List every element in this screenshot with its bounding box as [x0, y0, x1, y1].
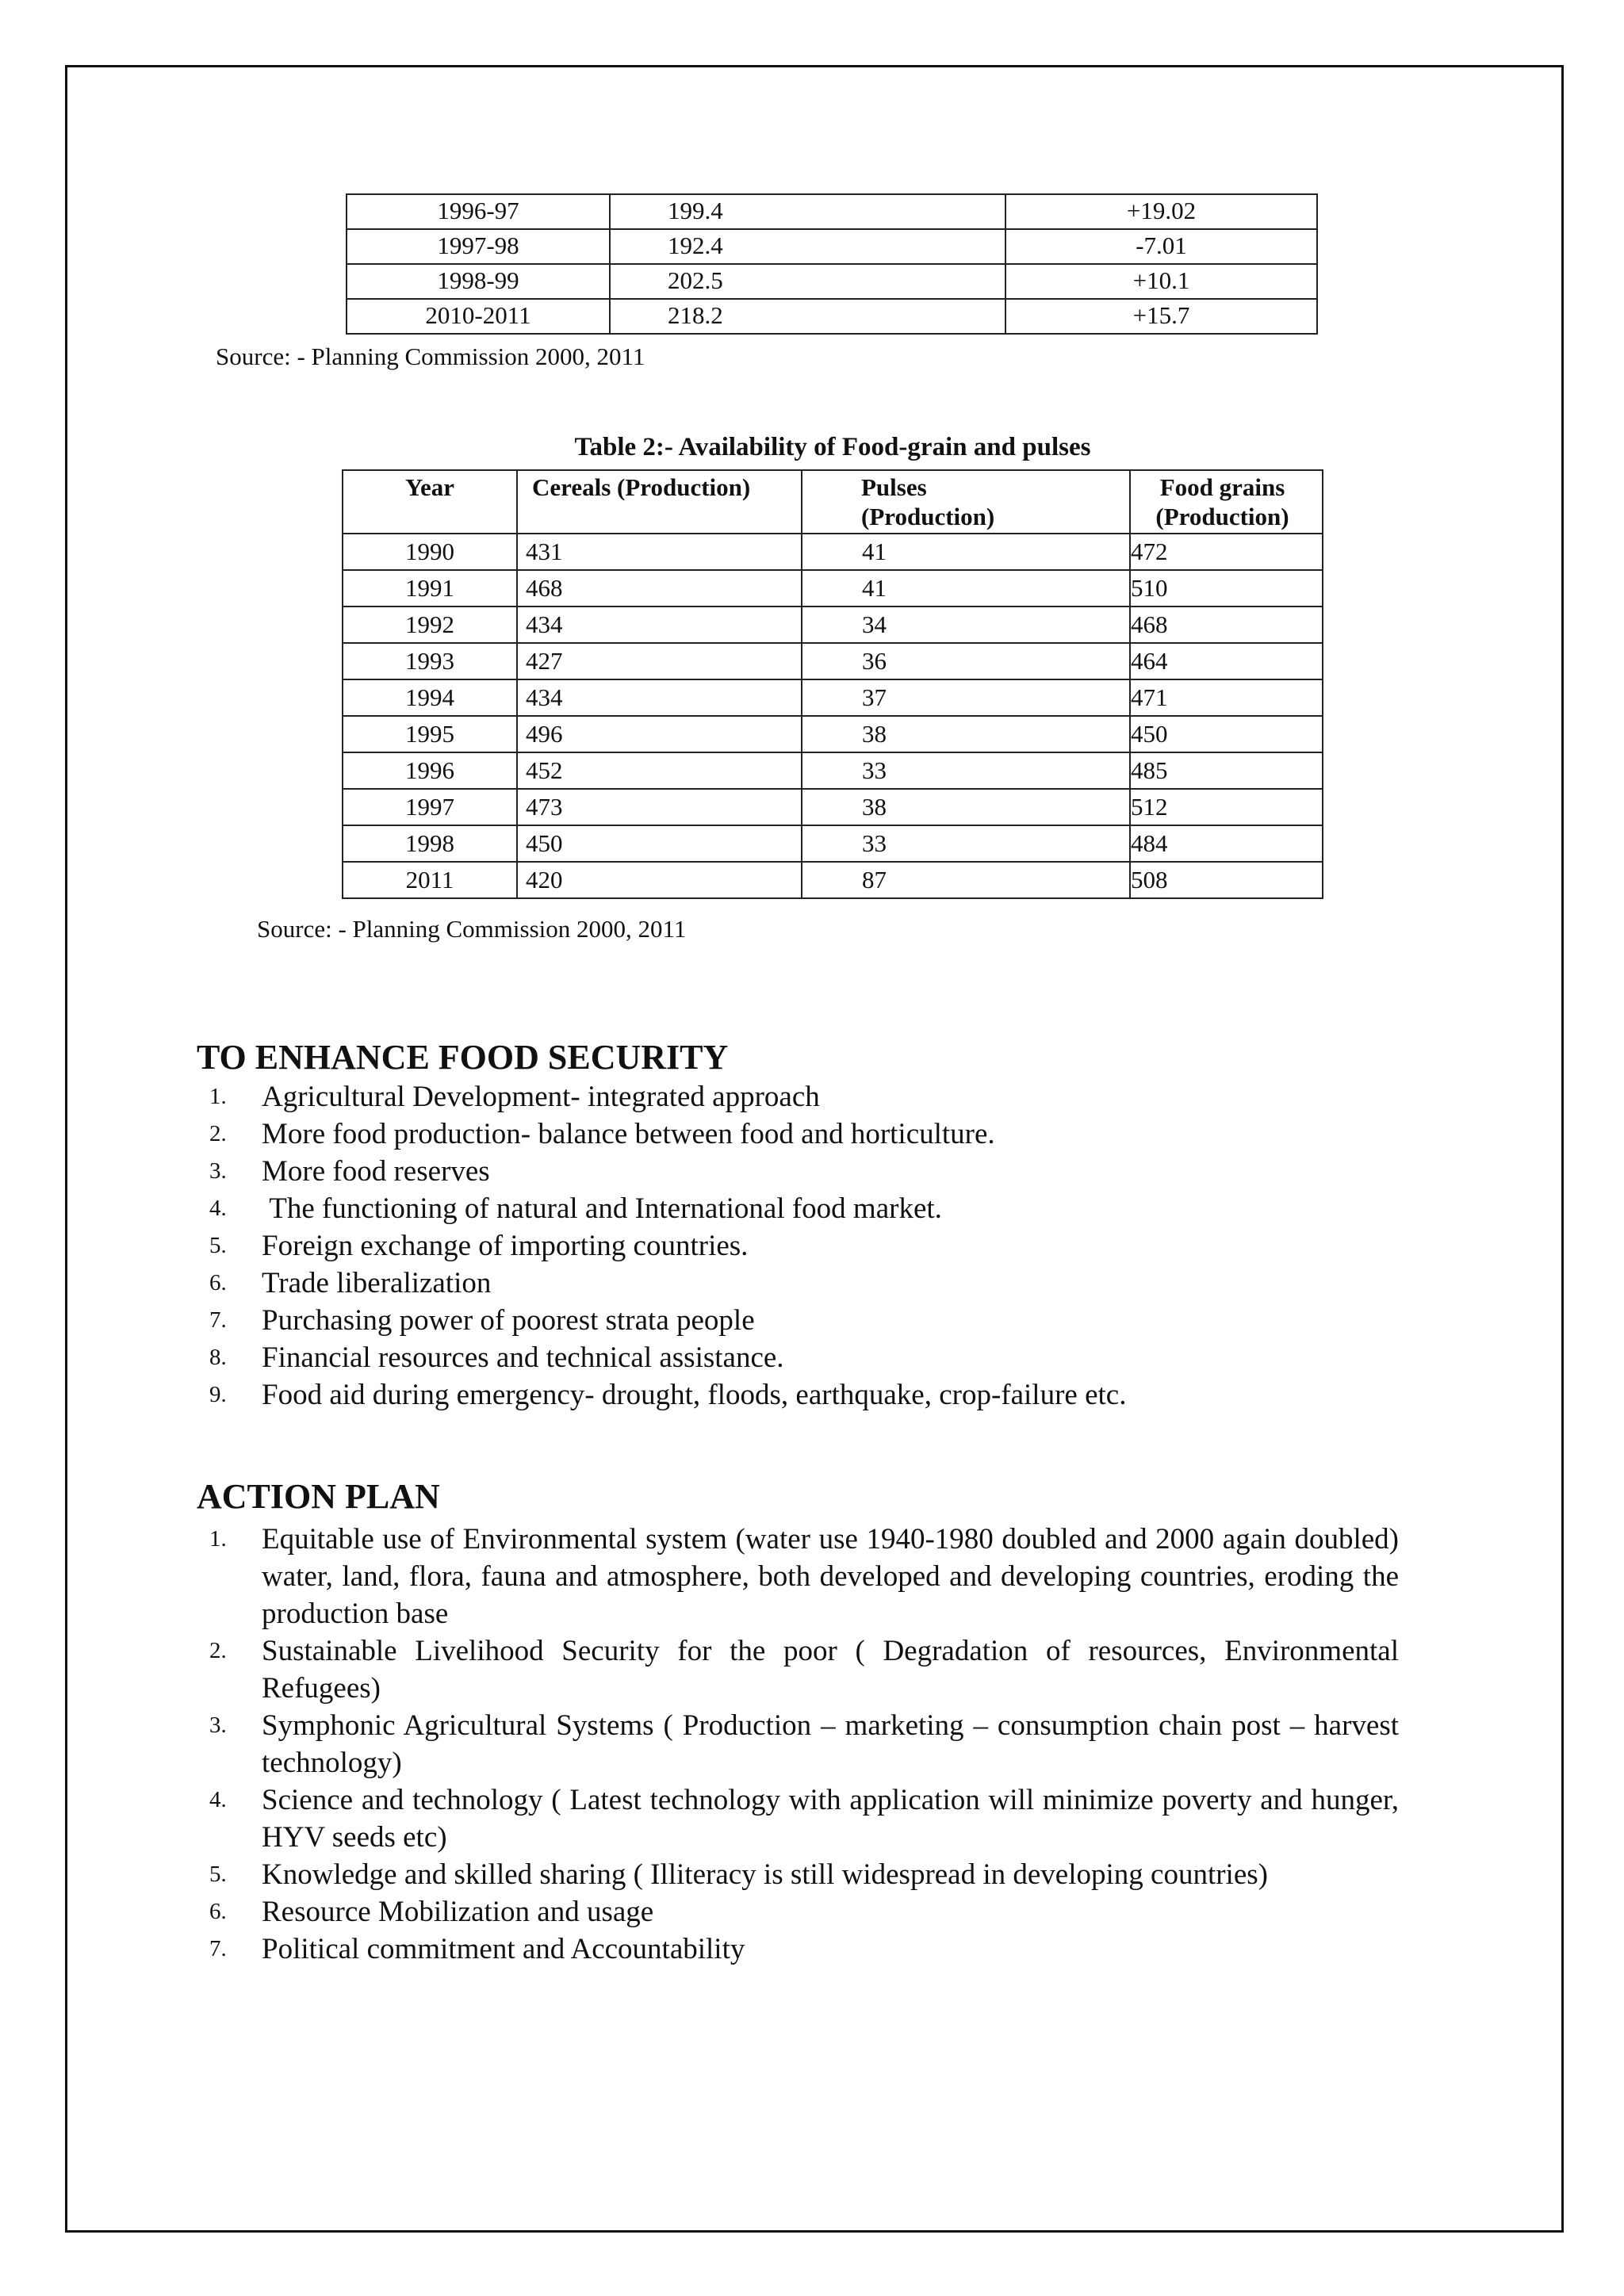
table-cell: 434 — [517, 679, 802, 716]
table-row — [343, 789, 1323, 825]
table-cell: 199.4 — [610, 194, 1005, 229]
table-cell: 1995 — [343, 716, 517, 752]
list-item — [209, 1265, 1411, 1302]
production-growth-table — [346, 193, 1318, 335]
list-item — [209, 1078, 1411, 1115]
table-cell: 34 — [802, 607, 1130, 643]
table2-caption: Table 2:- Availability of Food-grain and pulses — [574, 433, 1091, 461]
header-pulses-line1: Pulses — [861, 473, 927, 501]
table-cell: 2010-2011 — [347, 299, 610, 334]
table-cell: 1998-99 — [347, 264, 610, 299]
table-cell: 464 — [1130, 643, 1323, 679]
header-foodgrains-line1: Food grains — [1159, 473, 1285, 501]
list-item — [209, 1931, 1399, 1968]
list-item — [209, 1521, 1407, 1632]
header-pulses — [802, 470, 1130, 534]
list-item-text: More food production- balance between food and horticulture. — [262, 1118, 995, 1150]
table-cell: 496 — [517, 716, 802, 752]
list-item-number: 6. — [209, 1899, 227, 1924]
list-item-number: 3. — [209, 1712, 227, 1738]
list-item-text: Sustainable Livelihood Security for the poor ( Degradation of resources, Environmental Refugees) — [262, 1635, 1407, 1705]
list-item-number: 7. — [209, 1307, 227, 1333]
list-item-number: 5. — [209, 1233, 227, 1258]
header-foodgrains — [1130, 470, 1323, 534]
list-item-number: 4. — [209, 1196, 227, 1221]
table-cell: -7.01 — [1005, 229, 1317, 264]
list-item-text: Equitable use of Environmental system (water use 1940-1980 doubled and 2000 again doubled) water, land, flora, fauna and atmosphere, both developed and developing countries, eroding the production base — [262, 1523, 1407, 1630]
table-cell: 420 — [517, 862, 802, 898]
table-row — [343, 825, 1323, 862]
table-header-row — [343, 470, 1323, 534]
table-cell: 38 — [802, 716, 1130, 752]
table-cell: 452 — [517, 752, 802, 789]
table-cell: +19.02 — [1005, 194, 1317, 229]
table-row — [343, 716, 1323, 752]
table-cell: 37 — [802, 679, 1130, 716]
header-cereals: Cereals (Production) — [517, 470, 802, 534]
list-item — [209, 1339, 1411, 1376]
list-item — [209, 1376, 1411, 1414]
list-item-text: Symphonic Agricultural Systems ( Production – marketing – consumption chain post – harvest technology) — [262, 1709, 1407, 1779]
table-cell: 473 — [517, 789, 802, 825]
table-cell: 36 — [802, 643, 1130, 679]
table-row — [343, 643, 1323, 679]
list-item-number: 4. — [209, 1787, 227, 1812]
list-item-number: 6. — [209, 1270, 227, 1295]
table-cell: 38 — [802, 789, 1130, 825]
list-item — [209, 1781, 1407, 1856]
list-item-text: Resource Mobilization and usage — [262, 1896, 654, 1928]
list-item — [209, 1115, 1411, 1153]
table-cell: 1997-98 — [347, 229, 610, 264]
table-cell: 485 — [1130, 752, 1323, 789]
list-item-text: The functioning of natural and International food market. — [262, 1192, 942, 1225]
table-cell: 1997 — [343, 789, 517, 825]
table-row — [343, 534, 1323, 570]
action-heading: ACTION PLAN — [197, 1477, 440, 1516]
table-row — [343, 607, 1323, 643]
table-cell: 450 — [1130, 716, 1323, 752]
table-row — [347, 264, 1317, 299]
list-item — [209, 1893, 1399, 1931]
list-item-text: Purchasing power of poorest strata people — [262, 1304, 755, 1337]
table-cell: 41 — [802, 570, 1130, 607]
table-cell: 202.5 — [610, 264, 1005, 299]
list-item-text: Financial resources and technical assistance. — [262, 1341, 784, 1374]
table-cell: 431 — [517, 534, 802, 570]
table-row — [347, 194, 1317, 229]
table-cell: 218.2 — [610, 299, 1005, 334]
table-row — [347, 299, 1317, 334]
table-cell: 1991 — [343, 570, 517, 607]
header-pulses-line2: (Production) — [861, 503, 995, 530]
list-item — [209, 1632, 1407, 1707]
list-item-text: Knowledge and skilled sharing ( Illiteracy is still widespread in developing countries) — [262, 1858, 1268, 1891]
table-row — [343, 679, 1323, 716]
list-item-number: 5. — [209, 1862, 227, 1887]
list-item-text: More food reserves — [262, 1155, 490, 1188]
list-item-number: 7. — [209, 1936, 227, 1961]
table-cell: 472 — [1130, 534, 1323, 570]
table-cell: 1996-97 — [347, 194, 610, 229]
list-item-number: 8. — [209, 1345, 227, 1370]
table-row — [343, 862, 1323, 898]
table-row — [343, 752, 1323, 789]
list-item — [209, 1856, 1399, 1893]
list-item-number: 1. — [209, 1526, 227, 1552]
enhance-list — [209, 1078, 1411, 1414]
table1-source: Source: - Planning Commission 2000, 2011 — [216, 342, 645, 370]
enhance-heading: TO ENHANCE FOOD SECURITY — [197, 1038, 729, 1077]
table-row — [343, 570, 1323, 607]
list-item — [209, 1190, 1411, 1227]
table-cell: 450 — [517, 825, 802, 862]
table-cell: 1996 — [343, 752, 517, 789]
table-row — [347, 229, 1317, 264]
list-item-number: 3. — [209, 1158, 227, 1184]
table-cell: 508 — [1130, 862, 1323, 898]
table-cell: 41 — [802, 534, 1130, 570]
table-cell: 33 — [802, 752, 1130, 789]
table-cell: 1992 — [343, 607, 517, 643]
table-cell: +10.1 — [1005, 264, 1317, 299]
list-item-text: Agricultural Development- integrated approach — [262, 1081, 820, 1113]
table-cell: 33 — [802, 825, 1130, 862]
list-item-number: 2. — [209, 1121, 227, 1146]
table-cell: 471 — [1130, 679, 1323, 716]
list-item — [209, 1227, 1411, 1265]
list-item-number: 1. — [209, 1084, 227, 1109]
header-foodgrains-line2: (Production) — [1155, 503, 1289, 530]
table-cell: 87 — [802, 862, 1130, 898]
header-year: Year — [343, 470, 517, 534]
table-cell: 1994 — [343, 679, 517, 716]
table-cell: 2011 — [343, 862, 517, 898]
table-cell: 192.4 — [610, 229, 1005, 264]
table-cell: 512 — [1130, 789, 1323, 825]
list-item — [209, 1153, 1411, 1190]
list-item — [209, 1707, 1407, 1781]
list-item-text: Trade liberalization — [262, 1267, 492, 1299]
list-item-text: Science and technology ( Latest technology with application will minimize poverty and hunger, HYV seeds etc) — [262, 1784, 1407, 1854]
table-cell: 434 — [517, 607, 802, 643]
table-cell: 468 — [517, 570, 802, 607]
action-list — [209, 1521, 1407, 1968]
table-cell: 1998 — [343, 825, 517, 862]
table-cell: 1993 — [343, 643, 517, 679]
table-cell: 427 — [517, 643, 802, 679]
list-item — [209, 1302, 1411, 1339]
list-item-text: Foreign exchange of importing countries. — [262, 1230, 749, 1262]
table-cell: +15.7 — [1005, 299, 1317, 334]
table-cell: 510 — [1130, 570, 1323, 607]
list-item-number: 2. — [209, 1638, 227, 1663]
list-item-text: Political commitment and Accountability — [262, 1933, 745, 1965]
list-item-text: Food aid during emergency- drought, floods, earthquake, crop-failure etc. — [262, 1379, 1127, 1411]
list-item-number: 9. — [209, 1382, 227, 1407]
foodgrain-availability-table — [342, 469, 1323, 899]
table-cell: 468 — [1130, 607, 1323, 643]
table2-source: Source: - Planning Commission 2000, 2011 — [257, 915, 687, 943]
table-cell: 484 — [1130, 825, 1323, 862]
table-cell: 1990 — [343, 534, 517, 570]
